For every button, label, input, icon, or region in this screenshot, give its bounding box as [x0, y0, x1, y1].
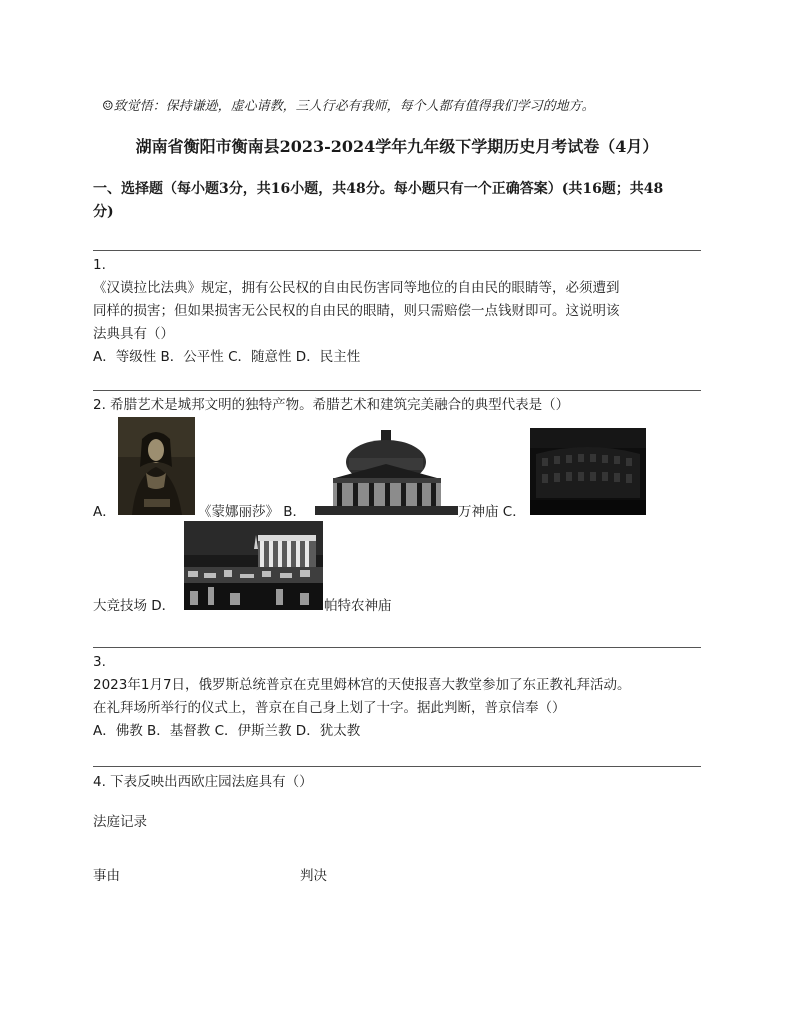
question-1-number: 1. — [93, 257, 106, 273]
option-b-label: 万神庙 C． — [458, 504, 526, 520]
divider — [93, 647, 701, 648]
option-a-label: 《蒙娜丽莎》 B． — [198, 504, 307, 520]
pantheon-image — [315, 428, 458, 515]
divider — [93, 766, 701, 767]
table-header-verdict: 判决 — [300, 868, 327, 884]
option-a-prefix: A． — [93, 504, 116, 520]
question-1-line: 法典具有（） — [93, 326, 174, 342]
table-header-cause: 事由 — [93, 868, 120, 884]
section-heading-line-2: 分) — [93, 204, 114, 220]
mona-lisa-image — [118, 417, 195, 515]
exam-title: 湖南省衡阳市衡南县2023-2024学年九年级下学期历史月考试卷（4月） — [135, 137, 659, 156]
question-2-stem: 2. 希腊艺术是城邦文明的独特产物。希腊艺术和建筑完美融合的典型代表是（） — [93, 397, 570, 413]
section-heading-line-1: 一、选择题（每小题3分，共16小题，共48分。每小题只有一个正确答案）(共16题；共48 — [93, 181, 664, 197]
option-c-label: 大竞技场 D． — [93, 598, 176, 614]
question-3-line: 在礼拜场所举行的仪式上，普京在自己身上划了十字。据此判断，普京信奉（） — [93, 700, 566, 716]
question-3-line: 2023年1月7日，俄罗斯总统普京在克里姆林宫的天使报喜大教堂参加了东正教礼拜活动。 — [93, 677, 631, 693]
question-1-line: 同样的损害；但如果损害无公民权的自由民的眼睛，则只需赔偿一点钱财即可。这说明该 — [93, 303, 620, 319]
question-1-options: A．等级性 B．公平性 C．随意性 D．民主性 — [93, 349, 361, 365]
section-heading — [93, 178, 713, 224]
question-3-number: 3. — [93, 654, 106, 670]
divider — [93, 250, 701, 251]
divider — [93, 390, 701, 391]
question-4-stem: 4. 下表反映出西欧庄园法庭具有（） — [93, 774, 313, 790]
question-1-line: 《汉谟拉比法典》规定，拥有公民权的自由民伤害同等地位的自由民的眼睛等，必须遭到 — [93, 280, 620, 296]
table-title: 法庭记录 — [93, 814, 147, 830]
parthenon-image — [184, 521, 323, 610]
question-3 — [93, 651, 705, 743]
question-3-options: A．佛教 B．基督教 C．伊斯兰教 D．犹太教 — [93, 723, 361, 739]
colosseum-image — [530, 428, 646, 515]
motto-line: ☺致觉悟：保持谦逊，虚心请教，三人行必有我师，每个人都有值得我们学习的地方。 — [102, 99, 595, 114]
option-d-label: 帕特农神庙 — [324, 598, 392, 614]
question-1 — [93, 254, 705, 369]
